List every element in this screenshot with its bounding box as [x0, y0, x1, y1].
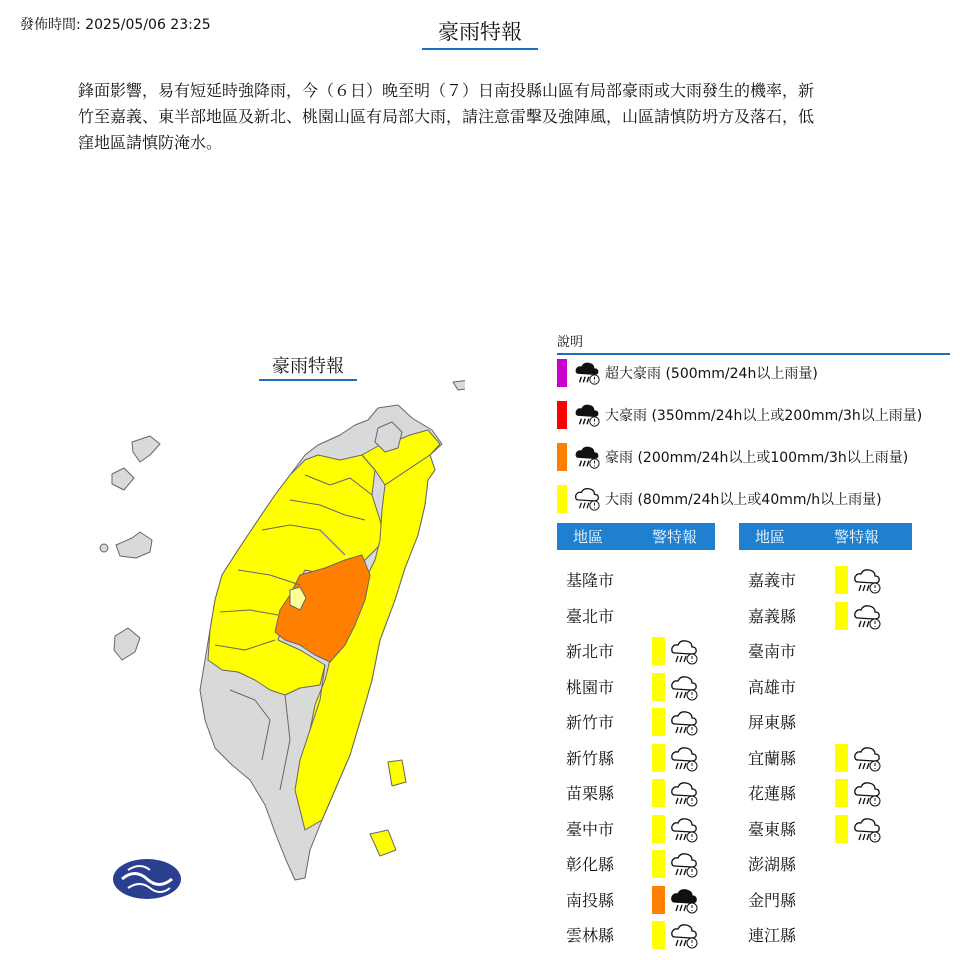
legend-label: 豪雨 (200mm/24h以上或100mm/3h以上雨量) — [605, 450, 909, 466]
rain-outline-icon — [852, 566, 882, 596]
legend-label: 大雨 (80mm/24h以上或40mm/h以上雨量) — [605, 492, 882, 508]
region-name: 苗栗縣 — [566, 784, 615, 803]
region-name: 花蓮縣 — [748, 784, 797, 803]
header-warning: 警特報 — [652, 528, 698, 546]
region-name: 連江縣 — [748, 926, 797, 945]
legend-swatch-yellow — [557, 485, 567, 513]
rain-outline-icon — [852, 815, 882, 845]
rain-outline-icon — [669, 744, 699, 774]
heavy-rain-thunder-icon — [573, 442, 601, 472]
table-header-left — [557, 523, 715, 550]
region-name: 新竹市 — [566, 713, 615, 732]
region-name: 金門縣 — [748, 890, 797, 910]
region-name: 嘉義市 — [748, 571, 797, 590]
region-name: 臺北市 — [566, 606, 615, 626]
rain-outline-icon — [669, 708, 699, 738]
header-warning: 警特報 — [834, 528, 880, 546]
warning-level-bar — [652, 886, 665, 914]
region-name: 南投縣 — [566, 890, 615, 910]
taiwan-warning-map — [95, 370, 465, 900]
rain-outline-icon — [669, 850, 699, 880]
header-region: 地區 — [755, 528, 786, 546]
region-name: 屏東縣 — [748, 713, 797, 732]
map-island-penghu — [116, 532, 152, 558]
legend-item — [557, 400, 922, 430]
region-name: 彰化縣 — [566, 855, 615, 874]
region-name: 臺東縣 — [748, 819, 797, 839]
header-region: 地區 — [573, 528, 604, 546]
warning-level-bar — [652, 708, 665, 736]
rain-outline-icon — [669, 779, 699, 809]
region-name: 嘉義縣 — [748, 606, 797, 626]
map-island-green — [388, 760, 406, 786]
map-island-orchid — [370, 830, 396, 856]
region-name: 新北市 — [566, 642, 615, 661]
warning-level-bar — [652, 744, 665, 772]
rain-outline-icon — [669, 815, 699, 845]
legend-item — [557, 358, 818, 388]
region-name: 雲林縣 — [566, 926, 615, 945]
issue-time: 發佈時間: 2025/05/06 23:25 — [20, 17, 211, 33]
warning-level-bar — [652, 850, 665, 878]
description-line: 鋒面影響，易有短延時強降雨，今（６日）晚至明（７）日南投縣山區有局部豪雨或大雨發生的機率，新 — [78, 81, 815, 100]
warning-level-bar — [652, 779, 665, 807]
region-name: 新竹縣 — [566, 748, 615, 768]
legend-swatch-purple — [557, 359, 567, 387]
rain-outline-icon — [852, 744, 882, 774]
rain-outline-icon — [852, 779, 882, 809]
legend-item — [557, 484, 882, 514]
heavy-rain-thunder-icon — [669, 886, 699, 916]
warning-level-bar — [835, 815, 848, 843]
warning-level-bar — [652, 673, 665, 701]
warning-level-bar — [652, 637, 665, 665]
warning-level-bar — [835, 602, 848, 630]
rain-outline-icon — [852, 602, 882, 632]
page-title: 豪雨特報 — [422, 16, 538, 50]
warning-level-bar — [835, 566, 848, 594]
region-name: 宜蘭縣 — [748, 748, 797, 768]
map-island-kinmen — [132, 436, 160, 462]
heavy-rain-thunder-icon — [573, 400, 601, 430]
heavy-rain-thunder-icon — [573, 358, 601, 388]
region-name: 臺中市 — [566, 819, 615, 839]
legend-label: 大豪雨 (350mm/24h以上或200mm/3h以上雨量) — [605, 408, 923, 424]
legend-item — [557, 442, 908, 472]
region-name: 桃園市 — [566, 677, 615, 697]
legend-title: 說明 — [557, 331, 950, 355]
rain-outline-icon — [669, 637, 699, 667]
legend-swatch-orange — [557, 443, 567, 471]
rain-outline-icon — [573, 484, 601, 514]
warning-level-bar — [652, 921, 665, 949]
rain-outline-icon — [669, 921, 699, 951]
region-name: 基隆市 — [566, 571, 615, 590]
warning-level-bar — [835, 779, 848, 807]
region-name: 澎湖縣 — [748, 855, 797, 874]
legend-swatch-red — [557, 401, 567, 429]
warning-description — [78, 78, 878, 156]
description-line: 竹至嘉義、東半部地區及新北、桃園山區有局部大雨，請注意雷擊及強陣風，山區請慎防坍方及落石，低 — [78, 107, 815, 126]
warning-level-bar — [652, 815, 665, 843]
description-line: 窪地區請慎防淹水。 — [78, 133, 223, 152]
map-island-matsu — [453, 380, 465, 390]
cwa-logo-icon — [113, 859, 181, 899]
table-header-right — [739, 523, 912, 550]
region-name: 高雄市 — [748, 677, 797, 697]
map-title: 豪雨特報 — [259, 352, 357, 381]
legend-label: 超大豪雨 (500mm/24h以上雨量) — [605, 366, 818, 382]
warning-level-bar — [835, 744, 848, 772]
rain-outline-icon — [669, 673, 699, 703]
region-name: 臺南市 — [748, 642, 797, 661]
